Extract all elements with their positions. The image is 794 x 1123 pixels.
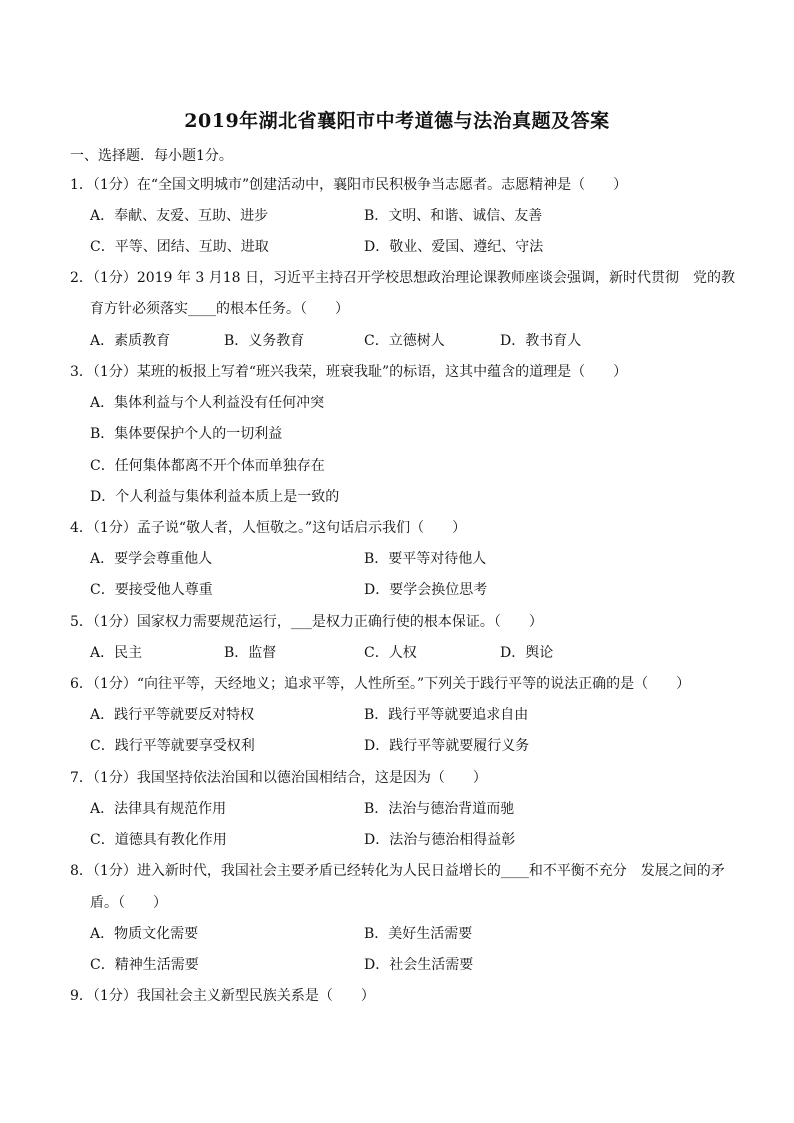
question-6-option-a: A．践行平等就要反对特权 xyxy=(90,707,255,723)
question-2-option-b: B．义务教育 xyxy=(224,333,305,349)
question-4-option-c: C．要接受他人尊重 xyxy=(90,582,213,598)
section-heading: 一、选择题．每小题1分。 xyxy=(70,148,233,164)
question-2-option-d: D．教书育人 xyxy=(500,333,582,349)
question-1-stem: 1．（1分）在“全国文明城市”创建活动中，襄阳市民积极争当志愿者。志愿精神是（ ） xyxy=(70,177,628,193)
question-7-option-a: A．法律具有规范作用 xyxy=(90,801,227,817)
question-3-option-b: B．集体要保护个人的一切利益 xyxy=(90,426,283,442)
question-7-option-d: D．法治与德治相得益彰 xyxy=(364,832,516,848)
question-5-option-d: D．舆论 xyxy=(500,645,554,661)
question-8-option-a: A．物质文化需要 xyxy=(90,926,199,942)
question-4-option-a: A．要学会尊重他人 xyxy=(90,551,213,567)
question-3-option-c: C．任何集体都离不开个体而单独存在 xyxy=(90,458,325,474)
question-6-option-c: C．践行平等就要享受权利 xyxy=(90,738,255,754)
question-2-stem: 2．（1分）2019 年 3 月18 日，习近平主持召开学校思想政治理论课教师座谈会强调，新时代贯彻 党的教 xyxy=(70,270,735,286)
question-7-option-b: B．法治与德治背道而驰 xyxy=(364,801,515,817)
question-8-option-c: C．精神生活需要 xyxy=(90,957,199,973)
question-7-stem: 7．（1分）我国坚持依法治国和以德治国相结合，这是因为（ ） xyxy=(70,770,487,786)
question-2-option-a: A．素质教育 xyxy=(90,333,171,349)
question-4-option-b: B．要平等对待他人 xyxy=(364,551,487,567)
question-2-stem-cont: 育方针必须落实____的根本任务。（ ） xyxy=(90,301,349,317)
question-8-stem: 8．（1分）进入新时代，我国社会主要矛盾已经转化为人民日益增长的____和不平衡不充分 发展之间的矛 xyxy=(70,863,725,879)
question-9-stem: 9．（1分）我国社会主义新型民族关系是（ ） xyxy=(70,988,375,1004)
question-2-option-c: C．立德树人 xyxy=(364,333,445,349)
question-6-option-b: B．践行平等就要追求自由 xyxy=(364,707,529,723)
question-1-option-a: A．奉献、友爱、互助、进步 xyxy=(90,208,269,224)
question-1-option-d: D．敬业、爱国、遵纪、守法 xyxy=(364,239,544,255)
question-8-option-b: B．美好生活需要 xyxy=(364,926,473,942)
question-4-option-d: D．要学会换位思考 xyxy=(364,582,488,598)
question-7-option-c: C．道德具有教化作用 xyxy=(90,832,227,848)
question-3-stem: 3．（1分）某班的板报上写着“班兴我荣，班衰我耻”的标语，这其中蕴含的道理是（ ） xyxy=(70,364,628,380)
question-5-stem: 5．（1分）国家权力需要规范运行，___是权力正确行使的根本保证。（ ） xyxy=(70,614,543,630)
question-3-option-a: A．集体利益与个人利益没有任何冲突 xyxy=(90,395,325,411)
document-title: 2019年湖北省襄阳市中考道德与法治真题及答案 xyxy=(184,110,610,132)
question-4-stem: 4．（1分）孟子说“敬人者，人恒敬之。”这句话启示我们（ ） xyxy=(70,520,467,536)
question-1-option-c: C．平等、团结、互助、进取 xyxy=(90,239,269,255)
question-8-stem-cont: 盾。（ ） xyxy=(90,895,167,911)
question-5-option-c: C．人权 xyxy=(364,645,417,661)
question-1-option-b: B．文明、和谐、诚信、友善 xyxy=(364,208,543,224)
question-8-option-d: D．社会生活需要 xyxy=(364,957,474,973)
question-5-option-a: A．民主 xyxy=(90,645,143,661)
question-6-option-d: D．践行平等就要履行义务 xyxy=(364,738,530,754)
question-6-stem: 6．（1分）“向往平等，天经地义；追求平等，人性所至。”下列关于践行平等的说法正确的是（ ） xyxy=(70,676,691,692)
question-3-option-d: D．个人利益与集体利益本质上是一致的 xyxy=(90,489,340,505)
question-5-option-b: B．监督 xyxy=(224,645,277,661)
